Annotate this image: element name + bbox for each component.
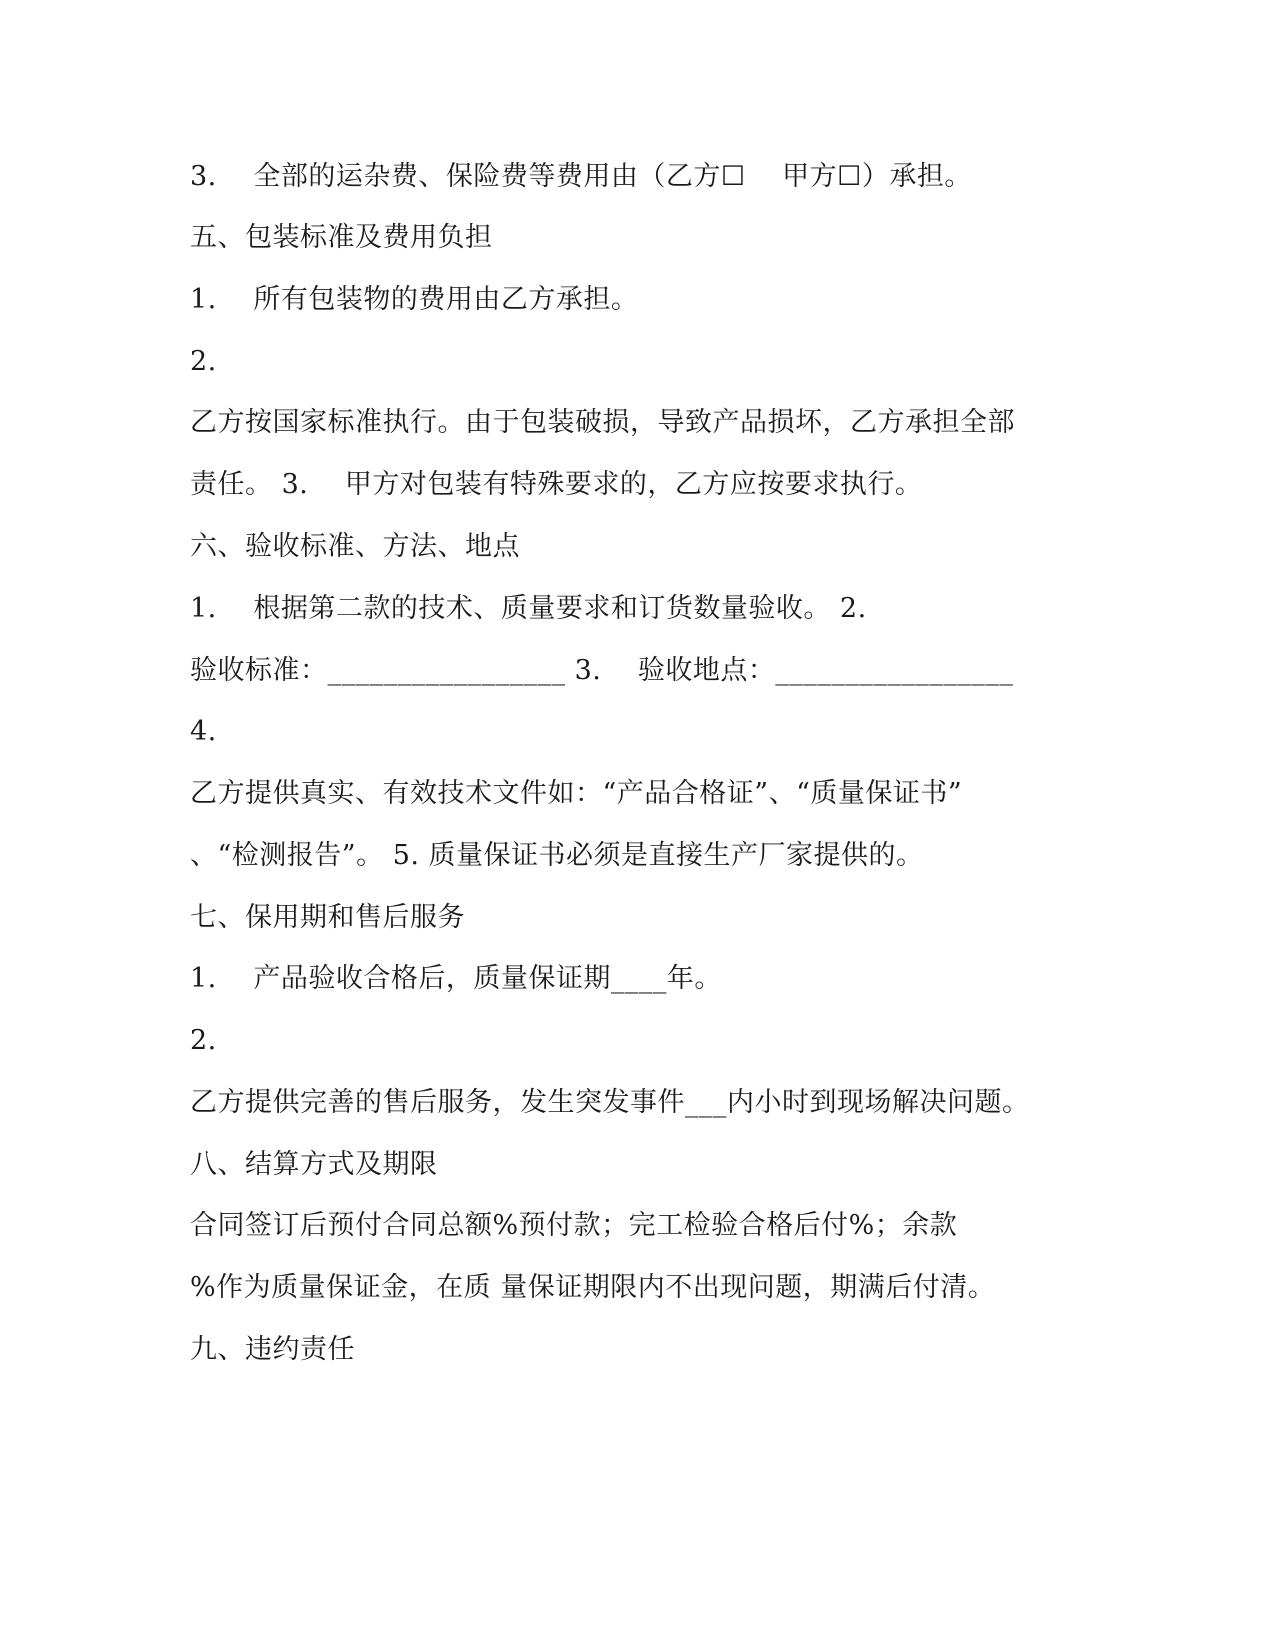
clause-7-item-1: 1. 产品验收合格后，质量保证期____年。 [190, 963, 722, 994]
clause-6-item-2-3: 验收标准：_________________ 3. 验收地点：_________________ [190, 655, 1014, 686]
clause-6-item-1: 1. 根据第二款的技术、质量要求和订货数量验收。 2. [190, 593, 867, 624]
clause-5-item-2-continuation: 责任。 3. 甲方对包装有特殊要求的，乙方应按要求执行。 [190, 469, 923, 500]
clause-5-item-2-number: 2. [190, 346, 217, 377]
clause-7-item-2-number: 2. [190, 1025, 217, 1056]
clause-7-item-2-text: 乙方提供完善的售后服务，发生突发事件___内小时到现场解决问题。 [190, 1087, 1030, 1118]
section-5-heading: 五、包装标准及费用负担 [190, 222, 493, 253]
clause-5-item-1: 1. 所有包装物的费用由乙方承担。 [190, 284, 639, 315]
section-6-heading: 六、验收标准、方法、地点 [190, 531, 520, 562]
clause-8-text-1: 合同签订后预付合同总额%预付款；完工检验合格后付%；余款 [190, 1210, 958, 1241]
clause-4-item-3: 3. 全部的运杂费、保险费等费用由（乙方☐ 甲方☐）承担。 [190, 161, 972, 192]
section-7-heading: 七、保用期和售后服务 [190, 902, 465, 933]
section-9-heading: 九、违约责任 [190, 1334, 355, 1365]
clause-5-item-2-text: 乙方按国家标准执行。由于包装破损，导致产品损坏，乙方承担全部 [190, 407, 1015, 438]
clause-8-text-2: %作为质量保证金，在质 量保证期限内不出现问题，期满后付清。 [190, 1272, 996, 1303]
clause-6-item-4-5: 、“检测报告”。 5. 质量保证书必须是直接生产厂家提供的。 [190, 840, 924, 871]
clause-6-item-4-text: 乙方提供真实、有效技术文件如：“产品合格证”、“质量保证书” [190, 778, 963, 809]
clause-6-item-4-number: 4. [190, 716, 217, 747]
section-8-heading: 八、结算方式及期限 [190, 1149, 438, 1180]
